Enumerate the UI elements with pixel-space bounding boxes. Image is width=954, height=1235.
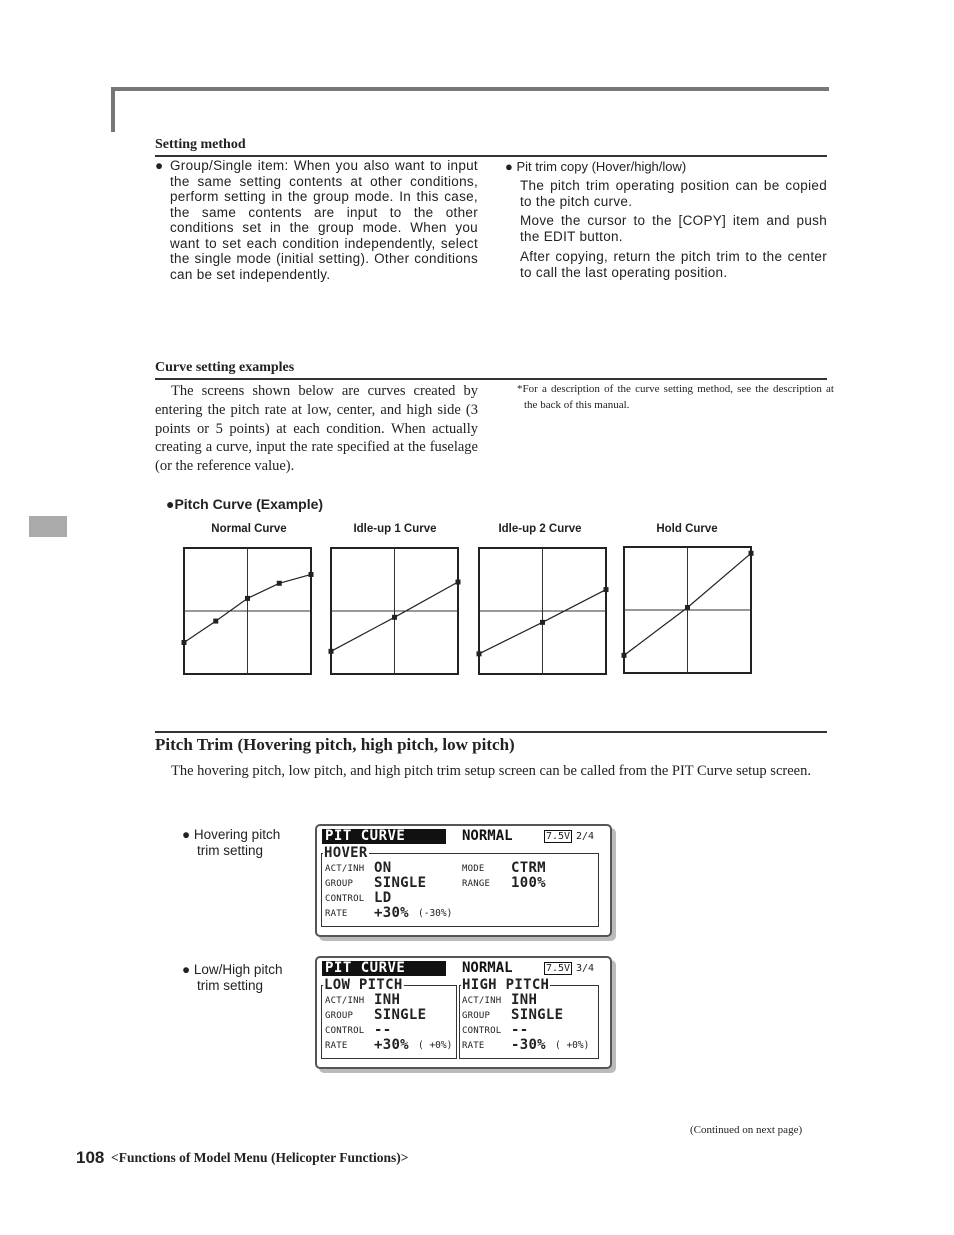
control-label: CONTROL [325,894,365,904]
high-act-label: ACT/INH [462,996,502,1006]
curve-point [685,605,690,610]
screen1-caption-2: trim setting [197,843,264,858]
curve-label-hold: Hold Curve [656,523,718,535]
setting-method-label: Setting method [155,137,246,152]
screen2-title: PIT CURVE [322,961,446,976]
screen2-condition: NORMAL [462,960,513,976]
low-group-label: GROUP [325,1011,354,1021]
bullet-icon: ● [155,158,164,173]
curve-point [213,619,218,624]
curve-point [182,640,187,645]
pitch-trim-title: Pitch Trim (Hovering pitch, high pitch, low pitch) [155,735,515,754]
high-control-value[interactable]: -- [511,1022,529,1038]
low-act-value[interactable]: INH [374,992,401,1008]
pitch-trim-rule [155,731,827,733]
curve-point [309,572,314,577]
hover-trim-screen [315,824,612,937]
low-control-value[interactable]: -- [374,1022,392,1038]
group-label: GROUP [325,879,354,889]
pitch-trim-body: The hovering pitch, low pitch, and high pitch trim setup screen can be called from the PIT Curve setup screen. [171,763,811,779]
low-high-trim-screen [315,956,612,1069]
screen1-condition: NORMAL [462,828,513,844]
rate-extra: (-30%) [418,908,453,919]
curve-point [277,581,282,586]
curve-point [749,551,754,556]
high-group-label: GROUP [462,1011,491,1021]
pit-trim-copy-p2: Move the cursor to the [COPY] item and push the EDIT button. [520,213,827,244]
pit-trim-copy-title: ● Pit trim copy (Hover/high/low) [505,159,687,174]
pit-trim-copy-title-text: Pit trim copy (Hover/high/low) [516,159,687,174]
low-pitch-title: LOW PITCH [324,977,403,993]
act-inh-label: ACT/INH [325,864,365,874]
act-inh-value[interactable]: ON [374,860,392,876]
low-act-label: ACT/INH [325,996,365,1006]
curve-point [604,587,609,592]
curve-label-idle2: Idle-up 2 Curve [498,523,582,535]
curve-point [477,651,482,656]
group-single-item-text: Group/Single item: When you also want to input the same setting contents at other conditions, perform setting in the group mode. In this case, the same contents are input to the other conditions set in the group mode. When you want to set each condition independently, select the single mode (initial setting). Other conditions can be set independently. [170,158,478,282]
low-rate-value[interactable]: +30% [374,1037,409,1053]
rate-value[interactable]: +30% [374,905,409,921]
curve-label-normal: Normal Curve [211,523,287,535]
page-number: 108 [76,1148,105,1167]
high-group-value[interactable]: SINGLE [511,1007,564,1023]
rate-label: RATE [325,909,348,919]
curve-point [392,615,397,620]
continued-note: (Continued on next page) [690,1124,803,1136]
screen1-caption-1: ● Hovering pitch [182,827,281,842]
curve-point [456,580,461,585]
high-act-value[interactable]: INH [511,992,538,1008]
low-control-label: CONTROL [325,1026,365,1036]
footer-section: <Functions of Model Menu (Helicopter Functions)> [111,1150,409,1165]
high-control-label: CONTROL [462,1026,502,1036]
screen1-page: 2/4 [576,831,595,842]
screen2-voltage: 7.5V [546,963,571,974]
curve-examples-note: *For a description of the curve setting method, see the description at the back of this manual. [517,383,834,411]
mode-label: MODE [462,864,485,874]
curve-examples-body: The screens shown below are curves created by entering the pitch rate at low, center, and high side (3 points or 5 points) at each condition. When actually creating a curve, input the rate specified at the fuselage (or the reference value). [155,383,478,475]
hover-box-title: HOVER [324,845,368,861]
pit-trim-copy-p1: The pitch trim operating position can be copied to the pitch curve. [520,178,827,209]
pit-trim-copy-p3: After copying, return the pitch trim to the center to call the last operating position. [520,249,827,280]
low-rate-label: RATE [325,1041,348,1051]
group-value[interactable]: SINGLE [374,875,427,891]
curve-point [329,649,334,654]
curve-examples-label: Curve setting examples [155,360,295,375]
screen1-voltage: 7.5V [546,831,571,842]
range-label: RANGE [462,879,491,889]
curve-point [245,596,250,601]
high-rate-label: RATE [462,1041,485,1051]
high-rate-value[interactable]: -30% [511,1037,546,1053]
low-rate-extra: ( +0%) [418,1040,453,1051]
screen2-page: 3/4 [576,963,595,974]
control-value[interactable]: LD [374,890,392,906]
low-group-value[interactable]: SINGLE [374,1007,427,1023]
screen1-title: PIT CURVE [322,829,446,844]
curve-label-idle1: Idle-up 1 Curve [353,523,437,535]
mode-value[interactable]: CTRM [511,860,546,876]
high-pitch-title: HIGH PITCH [462,977,550,993]
high-rate-extra: ( +0%) [555,1040,590,1051]
curve-point [622,653,627,658]
range-value[interactable]: 100% [511,875,546,891]
curve-point [540,620,545,625]
screen2-caption-2: trim setting [197,978,264,993]
pitch-curve-heading: ●Pitch Curve (Example) [166,496,324,512]
screen2-caption-1: ● Low/High pitch [182,962,283,977]
